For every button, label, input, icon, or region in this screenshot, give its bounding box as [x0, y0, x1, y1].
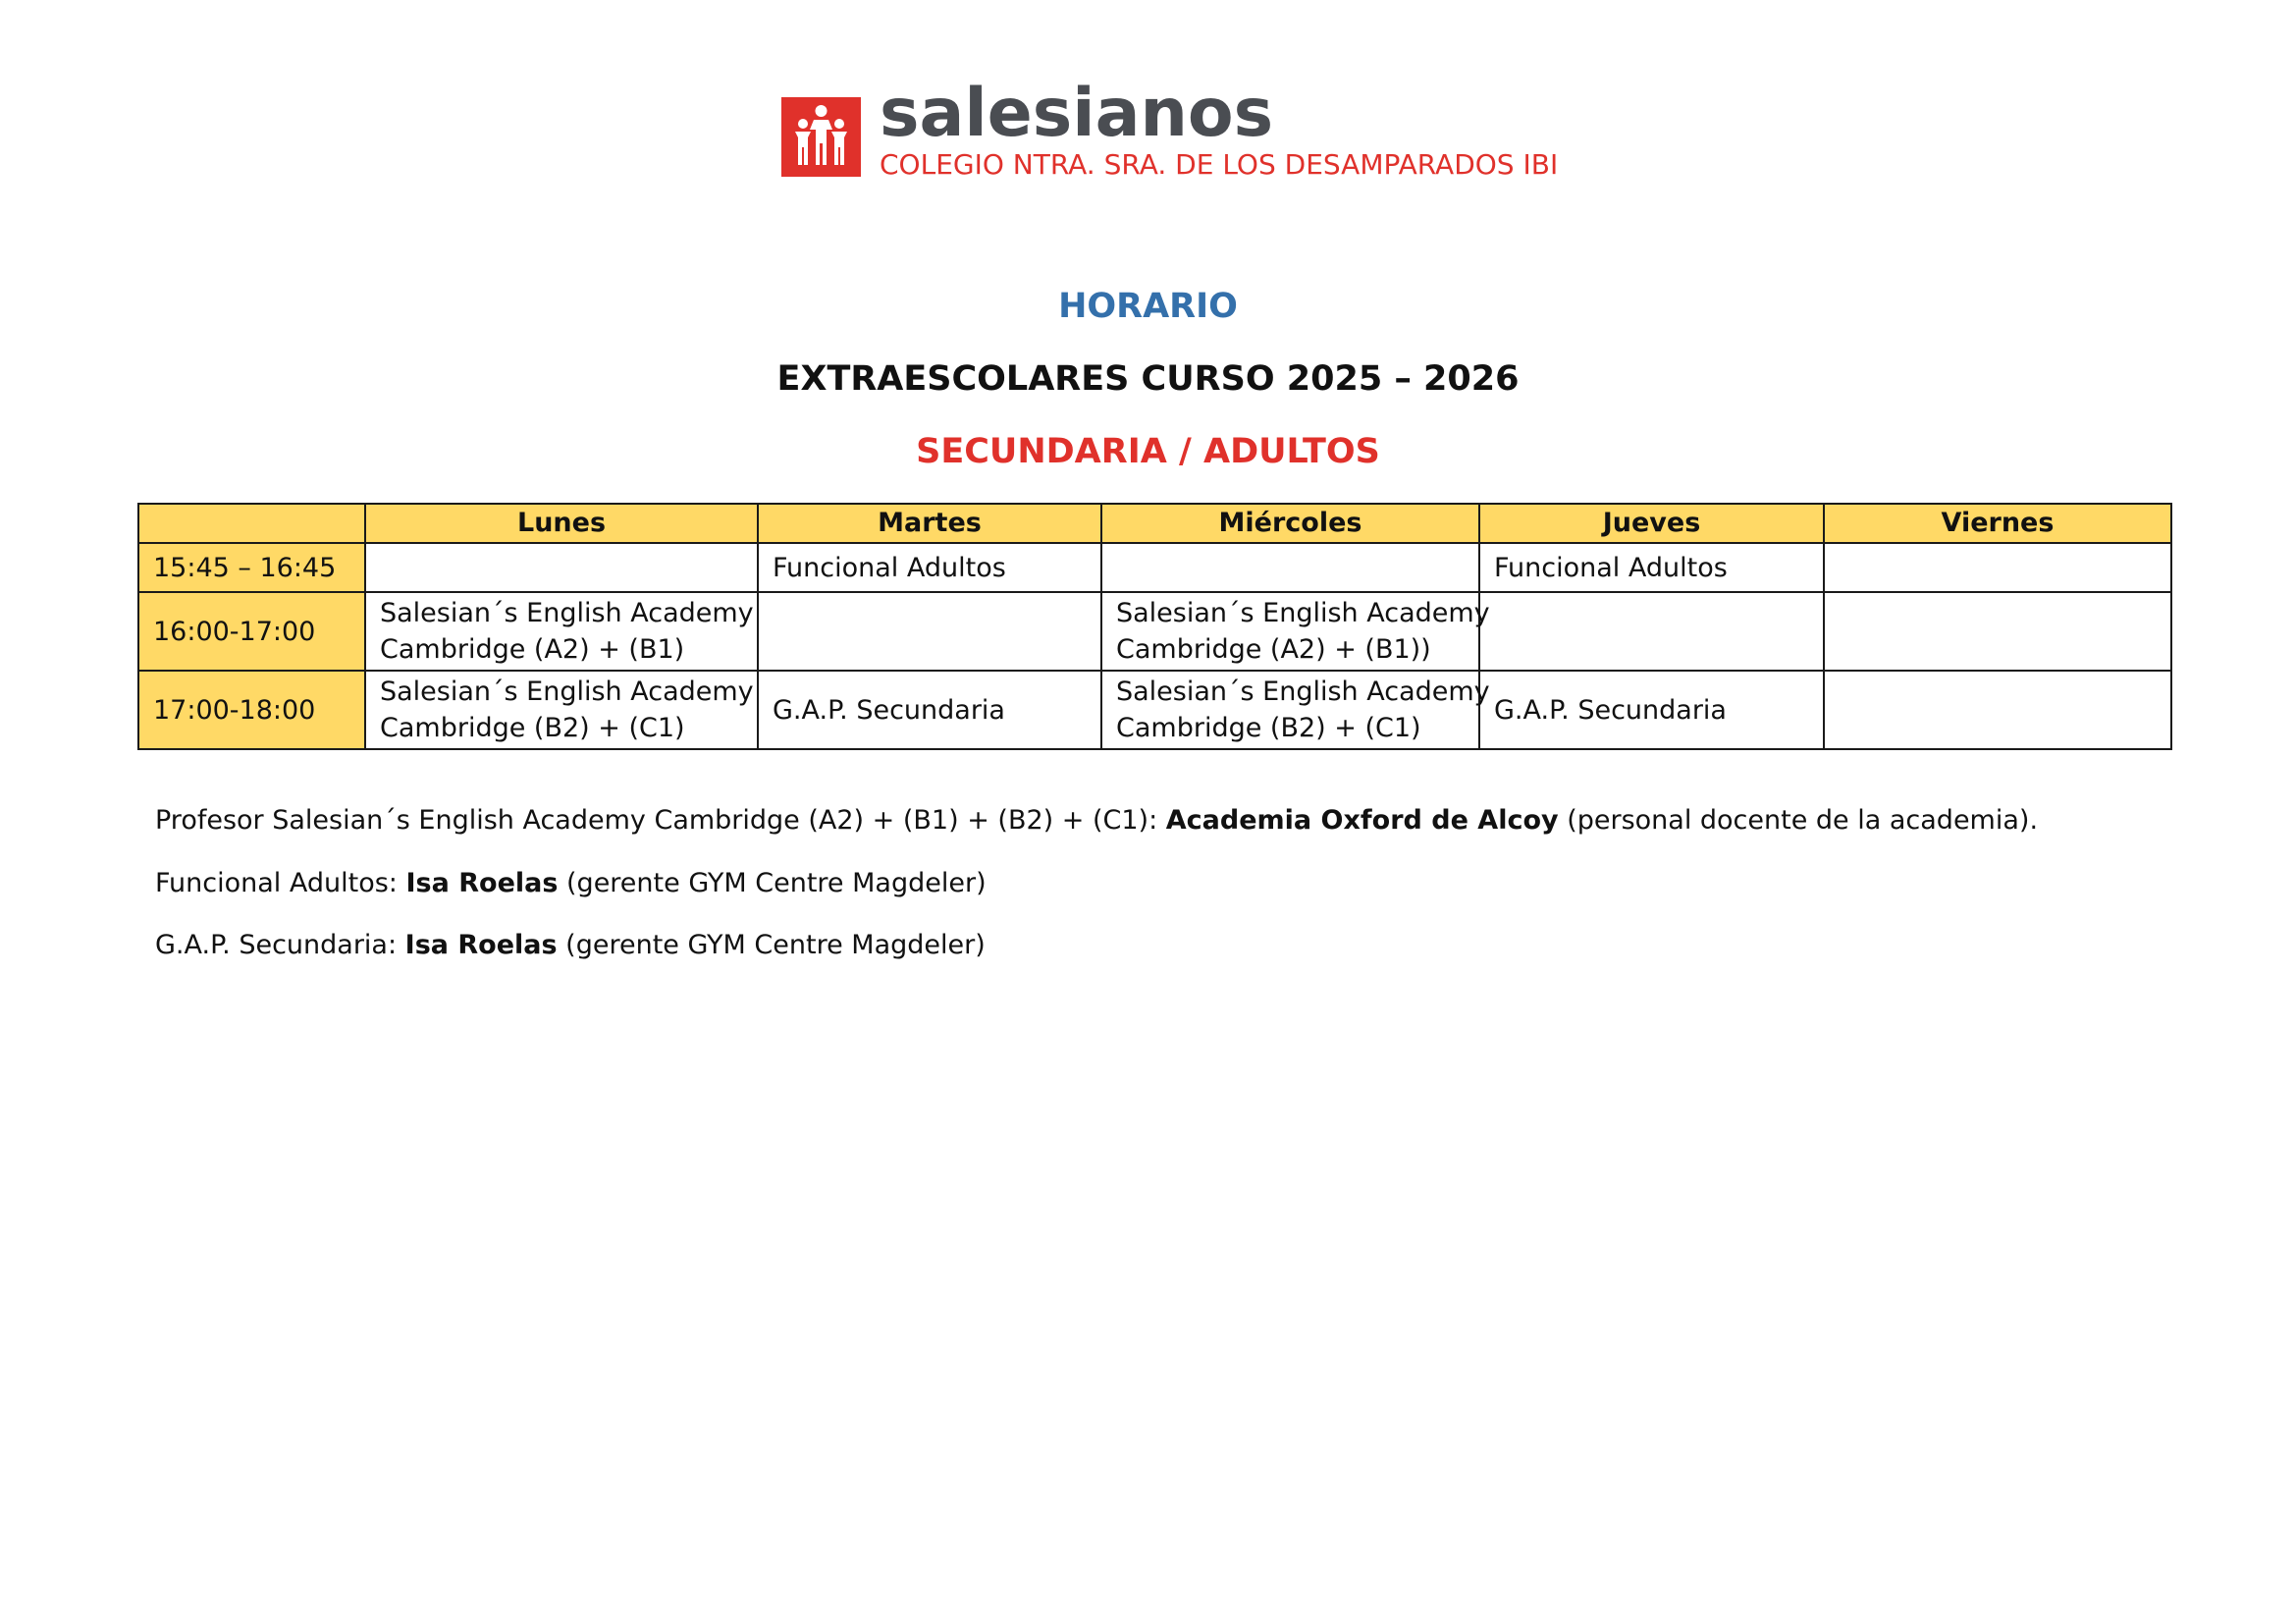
- table-cell: Salesian´s English Academy Cambridge (B2) + (C1): [365, 671, 758, 749]
- section-title: SECUNDARIA / ADULTOS: [916, 432, 1380, 471]
- table-cell: Funcional Adultos: [1479, 543, 1824, 592]
- table-row: [138, 592, 2171, 671]
- time-cell: 15:45 – 16:45: [138, 543, 365, 592]
- table-cell: Salesian´s English Academy Cambridge (A2) + (B1): [365, 592, 758, 671]
- table-cell: Funcional Adultos: [758, 543, 1101, 592]
- time-cell: 17:00-18:00: [138, 671, 365, 749]
- table-cell: [1824, 543, 2171, 592]
- table-cell: [365, 543, 758, 592]
- table-cell: [1824, 592, 2171, 671]
- header-miercoles: Miércoles: [1101, 504, 1479, 543]
- table-cell: Salesian´s English Academy Cambridge (B2) + (C1): [1101, 671, 1479, 749]
- table-cell: G.A.P. Secundaria: [1479, 671, 1824, 749]
- table-header-row: [138, 504, 2171, 543]
- logo-wordmark: salesianos: [880, 75, 1274, 152]
- page-subtitle: EXTRAESCOLARES CURSO 2025 – 2026: [776, 359, 1520, 399]
- note-english-academy: Profesor Salesian´s English Academy Cambridge (A2) + (B1) + (B2) + (C1): Academia Oxford de Alcoy (personal docente de la academia).: [155, 805, 2039, 836]
- header-lunes: Lunes: [365, 504, 758, 543]
- table-cell: [758, 592, 1101, 671]
- table-cell: [1479, 592, 1824, 671]
- school-name: COLEGIO NTRA. SRA. DE LOS DESAMPARADOS IBI: [880, 148, 1559, 181]
- salesianos-people-icon: [781, 97, 861, 177]
- schedule-table: [137, 503, 2172, 750]
- time-cell: 16:00-17:00: [138, 592, 365, 671]
- table-row: [138, 671, 2171, 749]
- table-row: [138, 543, 2171, 592]
- header-jueves: Jueves: [1479, 504, 1824, 543]
- page-title: HORARIO: [1058, 287, 1238, 326]
- header-time: [138, 504, 365, 543]
- note-funcional-adultos: Funcional Adultos: Isa Roelas (gerente GYM Centre Magdeler): [155, 868, 987, 898]
- header-viernes: Viernes: [1824, 504, 2171, 543]
- table-cell: G.A.P. Secundaria: [758, 671, 1101, 749]
- table-cell: Salesian´s English Academy Cambridge (A2) + (B1)): [1101, 592, 1479, 671]
- header-martes: Martes: [758, 504, 1101, 543]
- table-cell: [1824, 671, 2171, 749]
- table-cell: [1101, 543, 1479, 592]
- note-gap-secundaria: G.A.P. Secundaria: Isa Roelas (gerente GYM Centre Magdeler): [155, 930, 986, 960]
